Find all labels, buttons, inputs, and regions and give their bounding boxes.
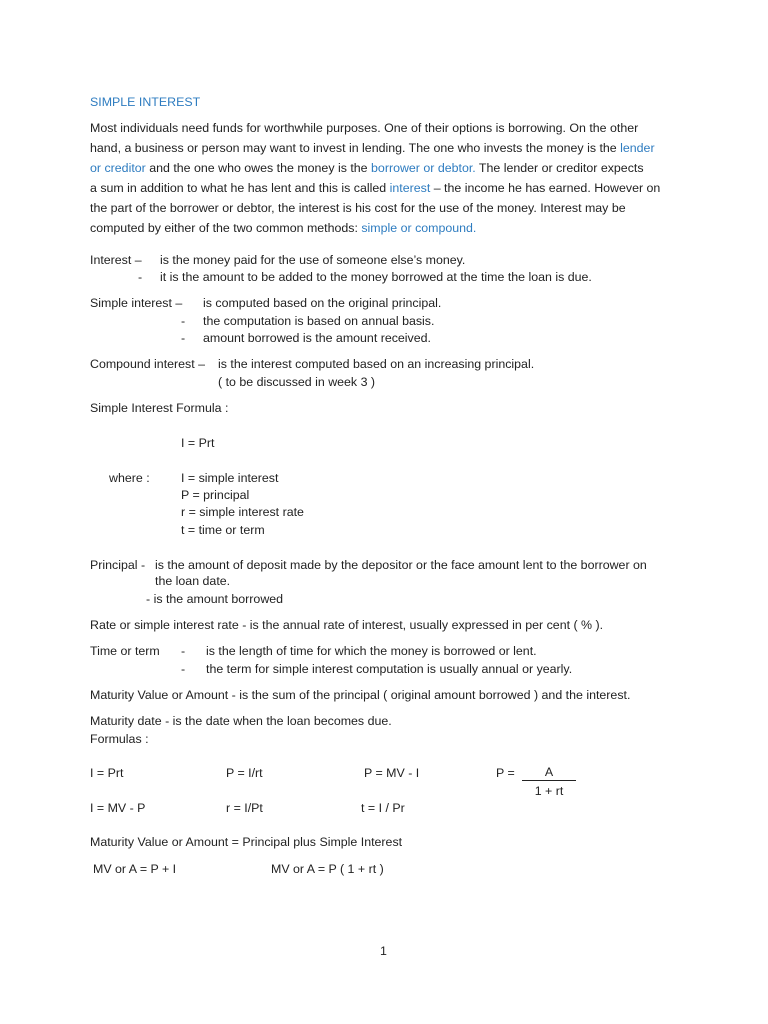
variable-definition: I = simple interest [181,471,279,485]
formula-interest-mv: I = MV - P [90,801,146,815]
intro-line: or creditor and the one who owes the money is the borrower or debtor. The lender or creditor expects [90,161,644,175]
formulas-heading: Formulas : [90,732,149,746]
simple-interest-def-2: the computation is based on annual basis. [203,314,435,328]
intro-line: computed by either of the two common methods: simple or compound. [90,221,477,235]
dash-bullet: - [181,662,186,676]
simple-interest-formula: I = Prt [181,436,215,450]
section-heading: SIMPLE INTEREST [90,95,201,109]
dash-bullet: - [181,314,186,328]
time-def-1: is the length of time for which the money is borrowed or lent. [206,644,537,658]
borrower-term: borrower or debtor. [371,161,476,175]
dash-bullet: - [181,644,186,658]
methods-term: simple or compound. [361,221,477,235]
fraction-denominator: 1 + rt [534,784,564,798]
formula-rate: r = I/Pt [226,801,263,815]
intro-paragraph [90,118,680,238]
variable-definition: P = principal [181,488,250,502]
variable-definition: t = time or term [181,523,265,537]
dash-bullet: - [138,270,143,284]
formula-principal: P = I/rt [226,766,263,780]
maturity-value-formula-2: MV or A = P ( 1 + rt ) [271,862,384,876]
formula-interest: I = Prt [90,766,124,780]
compound-interest-def: is the interest computed based on an increasing principal. [218,357,535,371]
formula-principal-mv: P = MV - I [364,766,420,780]
intro-line: hand, a business or person may want to invest in lending. The one who invests the money is the lender [90,141,655,155]
compound-interest-label: Compound interest – [90,357,206,371]
intro-line: a sum in addition to what he has lent and this is called interest – the income he has earned. However on [90,181,661,195]
maturity-value-formula-1: MV or A = P + I [93,862,177,876]
creditor-term: or creditor [90,161,146,175]
intro-line: the part of the borrower or debtor, the interest is his cost for the use of the money. Interest may be [90,201,626,215]
interest-term: interest [389,181,431,195]
maturity-value-label: Maturity Value or Amount = Principal plus Simple Interest [90,835,403,849]
principal-def-1: is the amount of deposit made by the depositor or the face amount lent to the borrower on [155,558,647,572]
time-label: Time or term [90,644,160,658]
fraction-numerator: A [522,765,576,781]
principal-label: Principal - [90,558,146,572]
page-number: 1 [380,944,387,958]
time-def-2: the term for simple interest computation is usually annual or yearly. [206,662,573,676]
maturity-date-definition: Maturity date - is the date when the loan becomes due. [90,714,392,728]
dash-bullet: - [181,331,186,345]
principal-def-2: - is the amount borrowed [146,592,284,606]
variable-definition: r = simple interest rate [181,505,304,519]
formula-heading: Simple Interest Formula : [90,401,229,415]
intro-line: Most individuals need funds for worthwhile purposes. One of their options is borrowing. On the other [90,121,639,135]
simple-interest-def-3: amount borrowed is the amount received. [203,331,431,345]
where-label: where : [109,471,150,485]
maturity-value-definition: Maturity Value or Amount - is the sum of the principal ( original amount borrowed ) and the interest. [90,688,631,702]
interest-def-2: it is the amount to be added to the money borrowed at the time the loan is due. [160,270,592,284]
rate-definition: Rate or simple interest rate - is the annual rate of interest, usually expressed in per cent ( % ). [90,618,604,632]
interest-def-1: is the money paid for the use of someone else’s money. [160,253,466,267]
simple-interest-label: Simple interest – [90,296,183,310]
compound-interest-note: ( to be discussed in week 3 ) [218,375,376,389]
formula-time: t = I / Pr [361,801,405,815]
simple-interest-def-1: is computed based on the original principal. [203,296,442,310]
interest-label: Interest – [90,253,142,267]
principal-def-1-cont: the loan date. [155,574,231,588]
formula-present-value-left: P = [496,766,515,780]
lender-term: lender [620,141,655,155]
